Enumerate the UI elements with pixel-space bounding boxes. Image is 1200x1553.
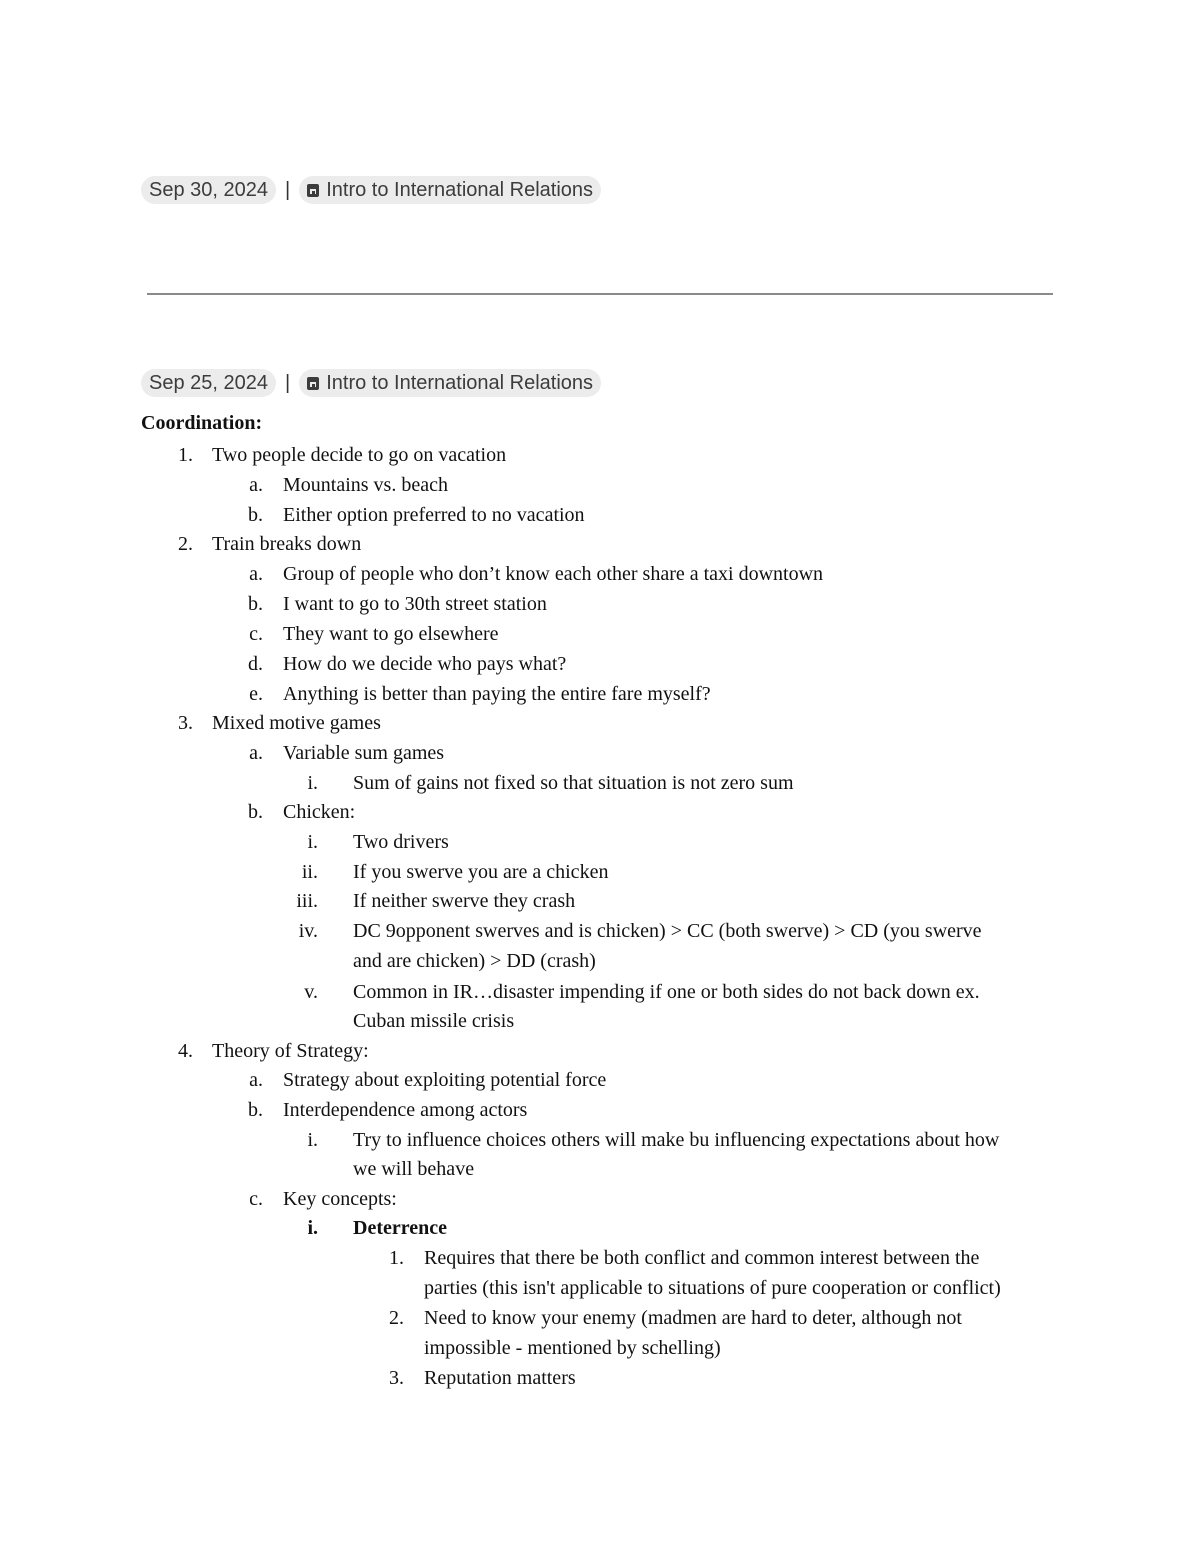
list-marker: 4. [178, 1040, 193, 1062]
date-label: Sep 30, 2024 [149, 178, 268, 201]
list-marker: i. [307, 772, 318, 794]
notes-heading: Coordination: [141, 412, 263, 434]
event-label: Intro to International Relations [326, 371, 594, 394]
list-marker: e. [249, 683, 263, 705]
list-marker: iv. [298, 920, 318, 942]
list-text: Variable sum games [283, 742, 445, 764]
list-text: Chicken: [283, 801, 356, 823]
date-chip[interactable] [141, 369, 276, 397]
list-marker: c. [249, 1188, 263, 1210]
list-marker: b. [248, 801, 263, 823]
list-marker: i. [307, 831, 318, 853]
date-chip[interactable] [141, 176, 276, 204]
list-marker: 2. [389, 1307, 404, 1329]
list-marker: b. [248, 1099, 263, 1121]
list-text: Theory of Strategy: [212, 1040, 369, 1062]
calendar-icon [307, 377, 319, 390]
list-marker: iii. [296, 890, 318, 912]
list-text: Mountains vs. beach [283, 474, 448, 496]
list-marker: 2. [178, 533, 193, 555]
list-marker: i. [307, 1217, 318, 1239]
list-marker: a. [249, 1069, 263, 1091]
list-text: Reputation matters [424, 1367, 576, 1389]
list-text: They want to go elsewhere [283, 623, 499, 645]
list-text: impossible - mentioned by schelling) [424, 1337, 721, 1359]
event-chip[interactable] [299, 369, 601, 397]
list-marker: 1. [178, 444, 193, 466]
list-marker: a. [249, 563, 263, 585]
list-marker: b. [248, 504, 263, 526]
separator: | [285, 371, 291, 394]
list-text: we will behave [353, 1158, 475, 1180]
list-text: How do we decide who pays what? [283, 653, 567, 675]
list-text: Try to influence choices others will make bu influencing expectations about how [353, 1129, 1000, 1151]
list-text: Strategy about exploiting potential force [283, 1069, 607, 1091]
list-text: Anything is better than paying the entire fare myself? [283, 683, 711, 705]
list-marker: b. [248, 593, 263, 615]
entry-header [141, 368, 601, 398]
list-text: I want to go to 30th street station [283, 593, 547, 615]
event-label: Intro to International Relations [326, 178, 594, 201]
list-marker: 3. [389, 1367, 404, 1389]
list-text: Cuban missile crisis [353, 1010, 515, 1032]
list-text: Key concepts: [283, 1188, 397, 1210]
list-text: and are chicken) > DD (crash) [353, 950, 596, 972]
list-text: If neither swerve they crash [353, 890, 576, 912]
list-marker: a. [249, 742, 263, 764]
date-label: Sep 25, 2024 [149, 371, 268, 394]
list-text: Either option preferred to no vacation [283, 504, 585, 526]
list-text: Group of people who don’t know each other share a taxi downtown [283, 563, 824, 585]
horizontal-divider [147, 293, 1053, 295]
calendar-icon [307, 184, 319, 197]
list-text: Two people decide to go on vacation [212, 444, 507, 466]
list-text: Interdependence among actors [283, 1099, 528, 1121]
list-text: DC 9opponent swerves and is chicken) > CC (both swerve) > CD (you swerve [353, 920, 982, 942]
list-marker: 3. [178, 712, 193, 734]
list-text: If you swerve you are a chicken [353, 861, 609, 883]
list-text: Deterrence [353, 1217, 448, 1239]
separator: | [285, 178, 291, 201]
list-text: Common in IR…disaster impending if one or both sides do not back down ex. [353, 981, 980, 1003]
event-chip[interactable] [299, 176, 601, 204]
list-marker: i. [307, 1129, 318, 1151]
list-text: Requires that there be both conflict and common interest between the [424, 1247, 980, 1269]
list-marker: a. [249, 474, 263, 496]
list-text: Need to know your enemy (madmen are hard to deter, although not [424, 1307, 962, 1329]
list-marker: d. [248, 653, 263, 675]
entry-header [141, 175, 601, 205]
list-text: Train breaks down [212, 533, 362, 555]
list-marker: ii. [301, 861, 318, 883]
list-text: Sum of gains not fixed so that situation is not zero sum [353, 772, 794, 794]
list-text: Mixed motive games [212, 712, 381, 734]
list-marker: 1. [389, 1247, 404, 1269]
list-marker: c. [249, 623, 263, 645]
list-text: Two drivers [353, 831, 449, 853]
list-text: parties (this isn't applicable to situations of pure cooperation or conflict) [424, 1277, 1001, 1299]
list-marker: v. [304, 981, 318, 1003]
